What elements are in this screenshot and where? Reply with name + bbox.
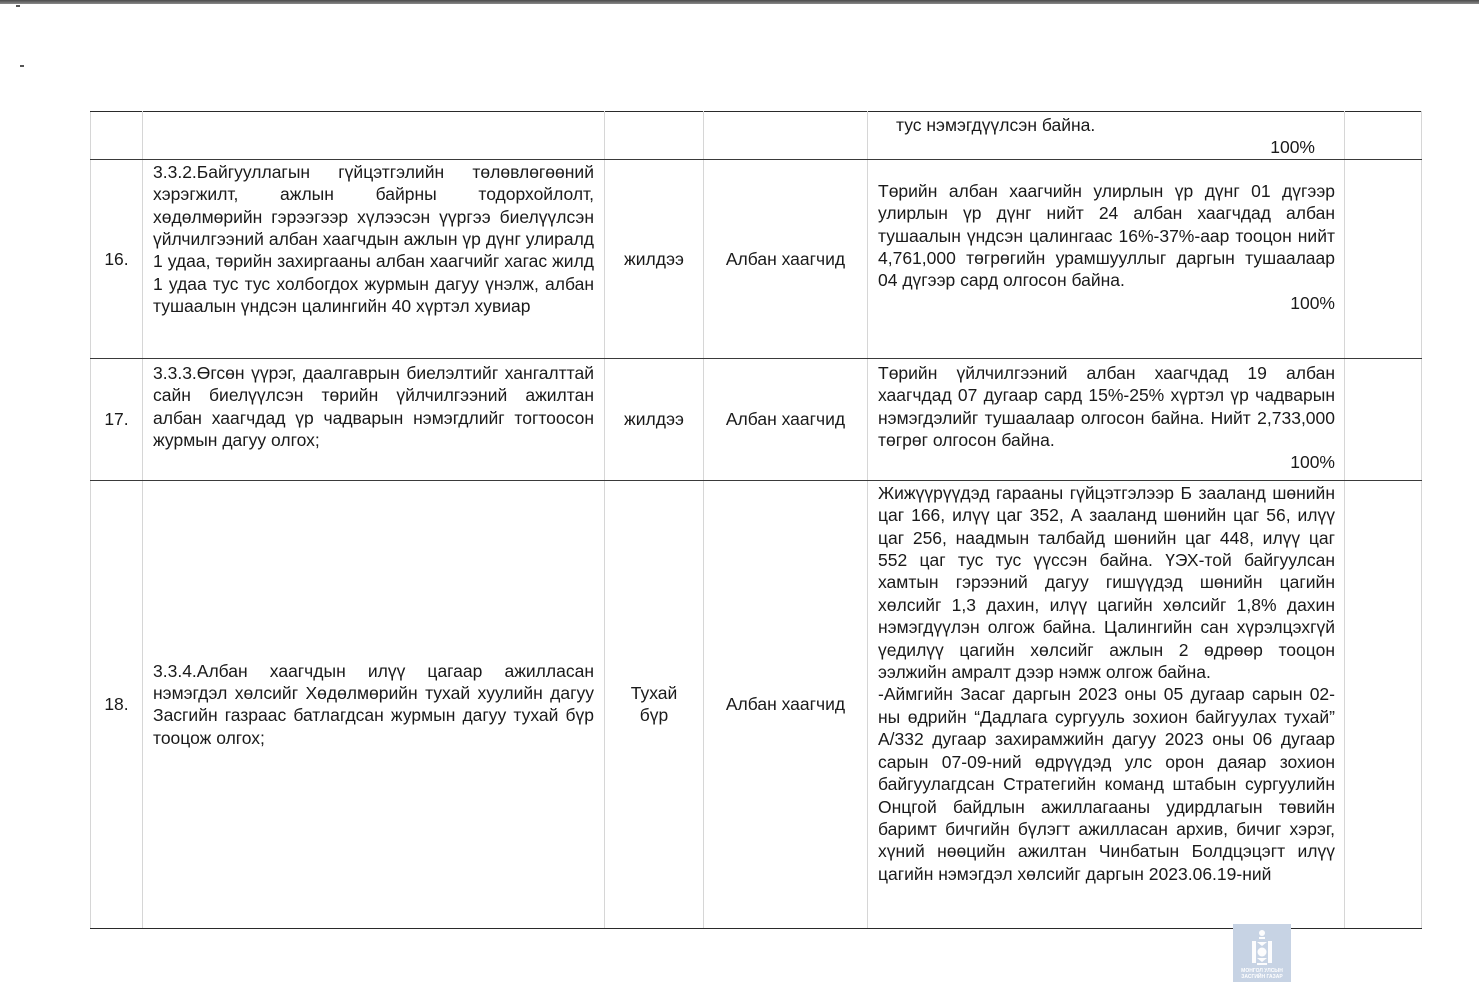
row-number-cell: 17.: [91, 358, 143, 480]
activity-cell: [143, 358, 605, 480]
extra-cell: [1345, 358, 1422, 480]
result-text: -Аймгийн Засаг даргын 2023 оны 05 дугаар сарын 02-ны өдрийн “Дадлага сургууль зохион байгуулах тухай” А/332 дугаар захирамжийн дагуу 2023 оны 06 дугаар сарын 07-09-ний өдрүүдэд улс орон даяар зохион байгуулагдсан Стратегийн команд штабын сургуулийн Онцгой байдлын ажиллагааны удирдлагын төвийн баримт бичгийн бүлэгт ажилласан архив, бичиг хэрэг, хүний нөөцийн ажилтан Чинбатын Болдцэцэгт илүү цагийн нэмэгдэл хөлсийг даргын 2023.06.19-ний: [878, 684, 1335, 884]
result-percent: 100%: [1270, 137, 1315, 158]
table-row: [91, 159, 1422, 358]
activity-cell: [143, 112, 605, 160]
extra-cell: [1345, 112, 1422, 160]
result-text: Жижүүрүүдэд гарааны гүйцэтгэлээр Б зааланд шөнийн цаг 166, илүү цаг 352, А зааланд шөнийн цаг 56, илүү цаг 256, наадмын талбайд шөнийн цаг 448, илүү цаг 552 цаг тус тус үүссэн байна. ҮЭХ-той байгуулсан хамтын гэрээний дагуу гишүүдэд шөнийн цагийн хөлсийг 1,3 дахин, илүү цагийн хөлсийг 1,8% дахин нэмэгдүүлэн олгож байна. Цалингийн сан хүрэлцэхгүй үедилүү цагийн хөлсийг ажлын 2 өдрөөр тооцон ээлжийн амралт дээр нэмж олгож байна.: [878, 482, 1335, 683]
activity-cell: [143, 159, 605, 358]
activity-text: 3.3.3.Өгсөн үүрэг, даалгаврын биелэлтийг хангалттай сайн биелүүлсэн төрийн үйлчилгээний ажилтан албан хаагчдад үр чадварын нэмэгдлийг тогтоосон журмын дагуу олгох;: [153, 362, 594, 451]
extra-cell: [1345, 159, 1422, 358]
table-row: [91, 480, 1422, 928]
scan-mark: [16, 5, 20, 7]
result-cell: [868, 358, 1345, 480]
page-top-edge: [0, 0, 1479, 4]
period-cell: [605, 480, 704, 928]
result-cell: [868, 480, 1345, 928]
logo-text-line2: ЗАСГИЙН ГАЗАР: [1241, 974, 1283, 980]
government-logo: [1233, 924, 1291, 982]
responsible-cell: Албан хаагчид: [704, 480, 868, 928]
period-text: Тухай бүр: [630, 682, 678, 726]
period-cell: жилдээ: [605, 358, 704, 480]
result-cell: [868, 112, 1345, 160]
table-row: [91, 112, 1422, 160]
row-number-cell: 18.: [91, 480, 143, 928]
period-cell: [605, 112, 704, 160]
result-text: тус нэмэгдүүлсэн байна.: [896, 115, 1096, 135]
activity-text: 3.3.2.Байгууллагын гүйцэтгэлийн төлөвлөгөөний хэрэгжилт, ажлын байрны тодорхойлолт, хөдөлмөрийн гэрээгээр хүлээсэн үүргээ биелүүлсэн үйлчилгээний албан хаагчдын ажлын үр дүнг улиралд 1 удаа, төрийн захиргааны албан хаагчийг хагас жилд 1 удаа тус тус холбогдох журмын дагуу үнэлж, албан тушаалын үндсэн цалингийн 40 хүртэл хувиар: [153, 161, 594, 317]
result-percent: 100%: [1290, 452, 1335, 473]
result-text: Төрийн албан хаагчийн улирлын үр дүнг 01 дүгээр улирлын үр дүнг нийт 24 албан хаагчдад албан тушаалын үндсэн цалингаас 16%-37%-аар тооцон нийт 4,761,000 төгрөгийн урамшууллыг даргын тушаалаар 04 дүгээр сард олгосон байна.: [878, 180, 1335, 291]
responsible-cell: Албан хаагчид: [704, 358, 868, 480]
table-row: [91, 358, 1422, 480]
result-cell: [868, 159, 1345, 358]
result-text: Төрийн үйлчилгээний албан хаагчдад 19 албан хаагчдад 07 дугаар сард 15%-25% хүртэл үр чадварын нэмэгдэлийг тушаалаар олгосон байна. Нийт 2,733,000 төгрөг олгосон байна.: [878, 362, 1335, 451]
row-number-cell: [91, 112, 143, 160]
scan-mark: [20, 65, 24, 67]
period-cell: жилдээ: [605, 159, 704, 358]
activity-cell: [143, 480, 605, 928]
row-number-cell: 16.: [91, 159, 143, 358]
report-table: [90, 111, 1422, 929]
responsible-cell: [704, 112, 868, 160]
extra-cell: [1345, 480, 1422, 928]
responsible-cell: Албан хаагчид: [704, 159, 868, 358]
logo-text-line1: МОНГОЛ УЛСЫН: [1241, 968, 1283, 974]
result-percent: 100%: [1290, 292, 1335, 313]
activity-text: 3.3.4.Албан хаагчдын илүү цагаар ажилласан нэмэгдэл хөлсийг Хөдөлмөрийн тухай хуулийн дагуу Засгийн газраас батлагдсан журмын дагуу тухай бүр тооцож олгох;: [153, 660, 594, 748]
